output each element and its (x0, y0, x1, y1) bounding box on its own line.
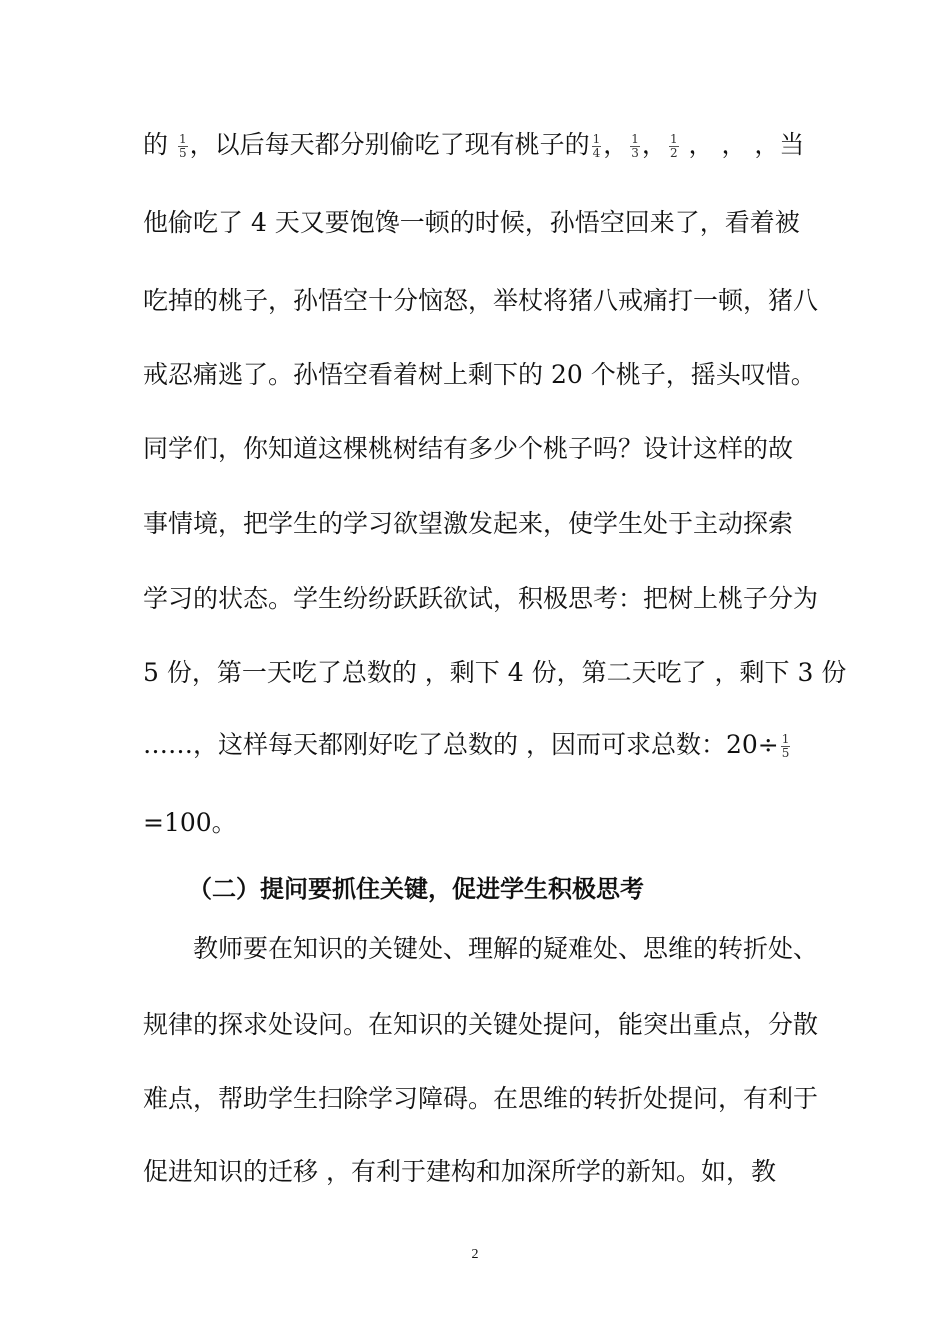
paragraph-line: ……，这样每天都刚好吃了总数的 ，因而可求总数：20÷ $\frac{1}{5}$ (143, 730, 790, 760)
paragraph-line: 难点，帮助学生扫除学习障碍。在思维的转折处提问，有利于 (143, 1084, 819, 1113)
paragraph-line: 同学们，你知道这棵桃树结有多少个桃子吗？设计这样的故 (143, 434, 794, 463)
paragraph-line: 教师要在知识的关键处、理解的疑难处、思维的转折处、 (193, 934, 819, 963)
section-heading: （二）提问要抓住关键，促进学生积极思考 (188, 875, 644, 903)
fraction: $\frac{1}{2}$ (669, 132, 678, 160)
paragraph-line: 事情境，把学生的学习欲望激发起来，使学生处于主动探索 (143, 509, 794, 538)
paragraph-line: 规律的探求处设问。在知识的关键处提问，能突出重点，分散 (143, 1010, 819, 1039)
fraction: $\frac{1}{5}$ (781, 732, 790, 760)
paragraph-line: 促进知识的迁移 ，有利于建构和加深所学的新知。如，教 (143, 1157, 776, 1186)
paragraph-line: 他偷吃了 4 天又要饱馋一顿的时候，孙悟空回来了，看着被 (143, 208, 800, 237)
fraction: $\frac{1}{5}$ (178, 132, 187, 160)
fraction: $\frac{1}{4}$ (592, 132, 601, 160)
page-number: 2 (471, 1247, 479, 1262)
paragraph-line: 的 $\frac{1}{5}$ ，以后每天都分别偷吃了现有桃子的 $\frac{1}{4}$ ， $\frac{1}{3}$ ， $\frac{1}{2}$ ， ， ，当 (143, 130, 805, 160)
paragraph-line: 学习的状态。学生纷纷跃跃欲试，积极思考：把树上桃子分为 (143, 584, 819, 613)
fraction: $\frac{1}{3}$ (631, 132, 639, 160)
paragraph-line: 5 份，第一天吃了总数的 ，剩下 4 份，第二天吃了 ，剩下 3 份 (143, 658, 847, 687)
paragraph-line: 戒忍痛逃了。孙悟空看着树上剩下的 20 个桃子，摇头叹惜。 (143, 360, 816, 389)
paragraph-line: 吃掉的桃子，孙悟空十分恼怒，举杖将猪八戒痛打一顿，猪八 (143, 286, 819, 315)
paragraph-line: =100。 (143, 808, 237, 837)
